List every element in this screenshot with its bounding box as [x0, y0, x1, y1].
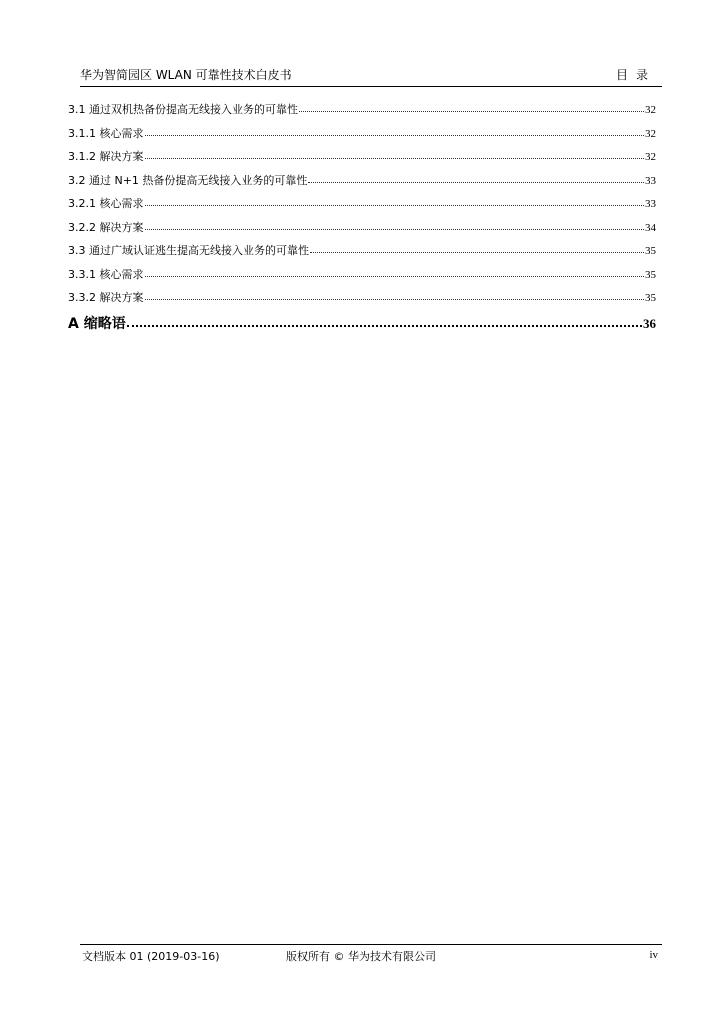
toc-entry[interactable]	[68, 173, 656, 197]
toc-entry-label: 3.1 通过双机热备份提高无线接入业务的可靠性	[68, 103, 298, 116]
page-number: iv	[649, 949, 658, 961]
toc-entry-page: 35	[645, 245, 656, 257]
toc-dot-leader	[145, 291, 645, 300]
toc-entry-label: A 缩略语	[68, 315, 126, 332]
toc-entry-label: 3.3.1 核心需求	[68, 267, 144, 281]
toc-entry-label: 3.2 通过 N+1 热备份提高无线接入业务的可靠性	[68, 173, 308, 187]
toc-entry[interactable]	[68, 220, 656, 244]
page-header	[80, 66, 662, 87]
toc-entry-page: 35	[645, 292, 656, 304]
copyright-notice: 版权所有 © 华为技术有限公司	[286, 950, 436, 963]
toc-dot-leader	[145, 221, 645, 230]
toc-dot-leader	[145, 150, 645, 159]
toc-entry-page: 32	[645, 151, 656, 163]
toc-entry-label: 3.1.2 解决方案	[68, 150, 144, 163]
document-title: 华为智简园区 WLAN 可靠性技术白皮书	[80, 68, 292, 82]
toc-dot-leader	[145, 197, 645, 206]
toc-entry[interactable]	[68, 290, 656, 314]
toc-entry[interactable]	[68, 149, 656, 173]
toc-entry-label: 3.2.2 解决方案	[68, 220, 144, 234]
table-of-contents	[68, 102, 656, 344]
toc-entry-label: 3.1.1 核心需求	[68, 126, 144, 140]
toc-dot-leader	[145, 268, 645, 277]
toc-entry-page: 33	[645, 174, 656, 187]
toc-entry[interactable]	[68, 102, 656, 126]
toc-entry-label: 3.3 通过广域认证逃生提高无线接入业务的可靠性	[68, 244, 309, 257]
document-version: 文档版本 01 (2019-03-16)	[82, 950, 220, 963]
toc-entry[interactable]	[68, 196, 656, 220]
toc-entry-page: 32	[645, 104, 656, 116]
section-title: 目录	[615, 68, 656, 82]
toc-entry-page: 36	[643, 315, 656, 331]
toc-entry-page: 32	[645, 127, 656, 140]
toc-dot-leader	[310, 244, 644, 253]
toc-entry[interactable]	[68, 267, 656, 291]
toc-entry-page: 35	[645, 268, 656, 281]
toc-entry-label: 3.2.1 核心需求	[68, 197, 144, 210]
toc-entry-page: 33	[645, 198, 656, 210]
toc-dot-leader	[299, 103, 644, 112]
toc-entry[interactable]	[68, 243, 656, 267]
toc-appendix-entry[interactable]	[68, 316, 656, 344]
toc-dot-leader	[145, 127, 645, 136]
toc-entry-label: 3.3.2 解决方案	[68, 291, 144, 304]
toc-dot-leader	[127, 315, 642, 327]
page-footer	[80, 944, 662, 965]
toc-entry[interactable]	[68, 126, 656, 150]
toc-dot-leader	[308, 174, 644, 183]
toc-entry-page: 34	[645, 221, 656, 234]
